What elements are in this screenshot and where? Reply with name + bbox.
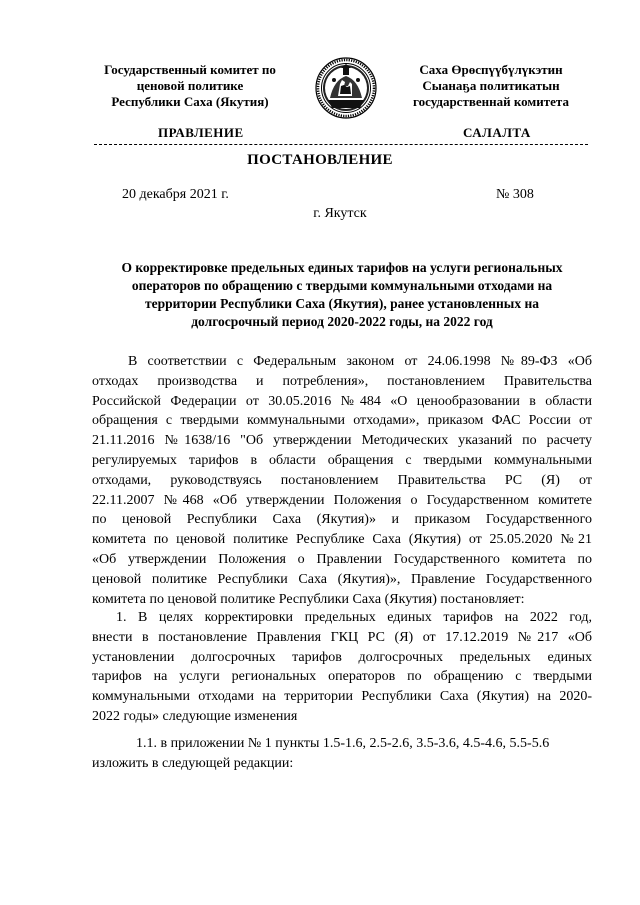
left-org-name: [90, 62, 290, 110]
coat-of-arms-icon: [314, 56, 378, 120]
title-line: О корректировке предельных единых тарифов на услуги региональных: [121, 260, 563, 275]
right-org-name: [386, 62, 596, 110]
paragraph-line: тарифов на услуги региональных операторов по обращению с твердыми: [92, 669, 592, 685]
left-dept-label: ПРАВЛЕНИЕ: [158, 125, 244, 140]
right-org-line: Саха Өрөспүүбүлүкэтин: [419, 62, 563, 77]
left-org-line: Республики Саха (Якутия): [111, 94, 269, 109]
paragraph-line: ценовой политике Республики Саха (Якутия)», Правление Государственного: [92, 571, 592, 587]
title-line: территории Республики Саха (Якутия), ранее установленных на: [145, 296, 539, 311]
header-divider: [94, 144, 588, 145]
paragraph-line: изложить в следующей редакции:: [92, 755, 294, 771]
right-org-line: Сыанаҕа политикатын: [422, 78, 560, 93]
clause-1-1-paragraph: [92, 734, 592, 774]
paragraph-line: 21.11.2016 №1638/16 "Об утверждении Методических указаний по расчету: [92, 433, 592, 449]
paragraph-line: внести в постановление Правления ГКЦ РС (Я) от 17.12.2019 №217 «Об: [92, 629, 592, 645]
left-org-line: Государственный комитет по: [104, 62, 276, 77]
paragraph-line: 1.1. в приложении № 1 пункты 1.5-1.6, 2.5-2.6, 3.5-3.6, 4.5-4.6, 5.5-5.6: [136, 736, 550, 751]
paragraph-line: 1. В целях корректировки предельных единых тарифов на 2022 год,: [116, 610, 592, 625]
clause-1-paragraph: [92, 608, 592, 727]
letterhead: [90, 62, 588, 132]
document-title: [92, 259, 592, 331]
paragraph-line: «Об утверждении Положения о Правлении Государственного комитета по: [92, 551, 592, 567]
paragraph-line: 2022 годы» следующие изменения: [92, 708, 298, 724]
paragraph-line: по ценовой Республики Саха (Якутия)» и приказом Государственного: [92, 512, 592, 528]
title-line: операторов по обращению с твердыми коммунальными отходами на: [131, 278, 553, 293]
paragraph-line: обращения с твердыми коммунальными отходами», приказом ФАС России от: [92, 413, 592, 429]
paragraph-line: комитета по ценовой политике Республике Саха (Якутия) от 25.05.2020 №21: [92, 532, 592, 548]
left-org-line: ценовой политике: [136, 78, 244, 93]
paragraph-line: установлении долгосрочных тарифов долгосрочных предельных единых: [92, 649, 592, 665]
document-type: ПОСТАНОВЛЕНИЕ: [247, 152, 393, 168]
paragraph-line: регулируемых тарифов в области обращения с твердыми коммунальными: [92, 452, 592, 468]
document-date: 20 декабря 2021 г.: [122, 187, 229, 202]
paragraph-line: отходах производства и потребления», постановлением Правительства: [92, 373, 592, 389]
paragraph-line: комитета по ценовой политике Республики Саха (Якутия) постановляет:: [92, 591, 525, 607]
document-number: № 308: [496, 187, 534, 202]
preamble-paragraph: [92, 352, 592, 609]
title-line: долгосрочный период 2020-2022 годы, на 2022 год: [191, 314, 493, 329]
right-org-line: государственнай комитета: [413, 94, 569, 109]
paragraph-line: В соответствии с Федеральным законом от 24.06.1998 №89-ФЗ «Об: [128, 354, 592, 369]
paragraph-line: Российской Федерации от 30.05.2016 №484 «О ценообразовании в области: [92, 393, 592, 409]
document-city: г. Якутск: [313, 206, 367, 221]
right-dept-label: САЛАЛТА: [463, 125, 531, 140]
paragraph-line: 22.11.2007 №468 «Об утверждении Положения о Государственном комитете: [92, 492, 592, 508]
paragraph-line: коммунальными отходами на территории Республики Саха (Якутия) на 2020-: [92, 689, 592, 705]
paragraph-line: отходами, руководствуясь постановлением Правительства РС (Я) от: [92, 472, 592, 488]
